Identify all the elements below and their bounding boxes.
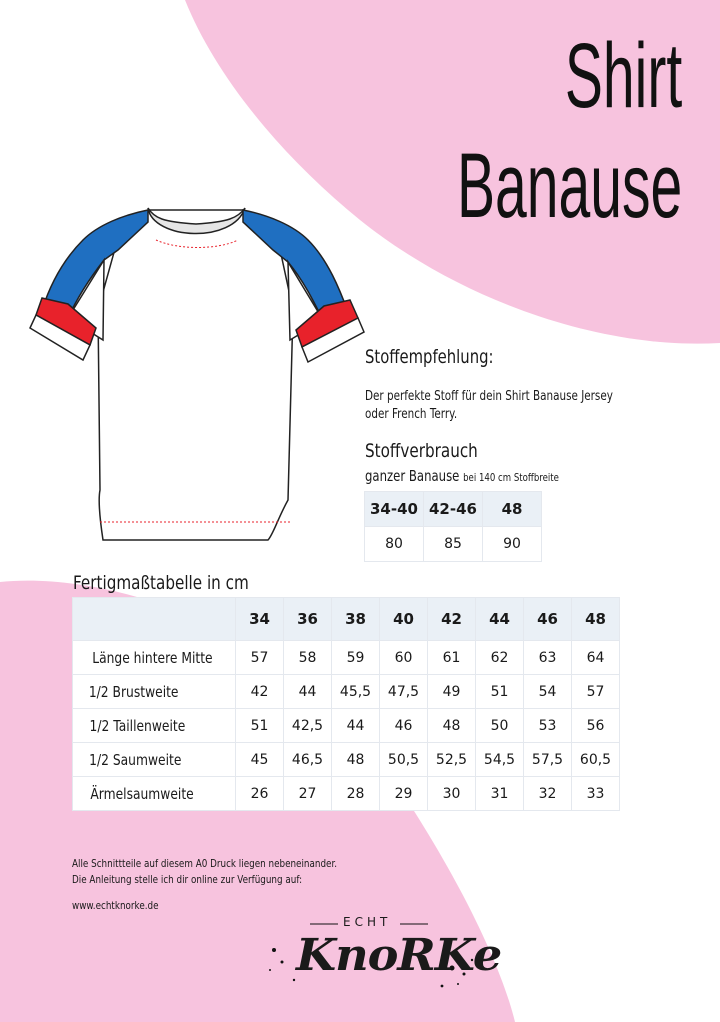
logo-main-text: KnoRKe	[296, 930, 502, 981]
row-label-text: 1/2 Brustweite	[88, 682, 179, 701]
footer-note	[72, 856, 337, 914]
value-cell: 32	[524, 777, 572, 811]
shirt-illustration	[28, 200, 368, 550]
fabric-usage-table	[364, 491, 542, 562]
table-row	[73, 743, 620, 777]
fabric-table-header-row	[365, 492, 542, 527]
value-cell: 60,5	[572, 743, 620, 777]
size-header-cell: 38	[332, 598, 380, 641]
fabric-header-cell: 42-46	[424, 492, 483, 527]
value-cell: 44	[332, 709, 380, 743]
size-header-cell: 46	[524, 598, 572, 641]
row-label-text: Länge hintere Mitte	[92, 648, 213, 667]
value-cell: 54,5	[476, 743, 524, 777]
value-cell: 54	[524, 675, 572, 709]
value-cell: 57,5	[524, 743, 572, 777]
value-cell: 58	[284, 641, 332, 675]
value-cell: 51	[236, 709, 284, 743]
value-cell: 26	[236, 777, 284, 811]
measurement-header-row	[73, 598, 620, 641]
value-cell: 46	[380, 709, 428, 743]
stoffempfehlung-text	[365, 388, 613, 424]
value-cell: 64	[572, 641, 620, 675]
value-cell: 56	[572, 709, 620, 743]
value-cell: 52,5	[428, 743, 476, 777]
stoffempfehlung-text-line-1: Der perfekte Stoff für dein Shirt Banause Jersey	[365, 389, 613, 404]
value-cell: 46,5	[284, 743, 332, 777]
table-row	[73, 641, 620, 675]
measurement-table-title: Fertigmaßtabelle in cm	[73, 572, 249, 594]
stoffempfehlung-text-line-2: oder French Terry.	[365, 407, 458, 422]
fabric-value-cell: 80	[365, 527, 424, 562]
table-row	[73, 709, 620, 743]
row-label-text: 1/2 Saumweite	[89, 750, 182, 769]
value-cell: 27	[284, 777, 332, 811]
fabric-value-cell: 85	[424, 527, 483, 562]
fabric-table-value-row	[365, 527, 542, 562]
fabric-header-cell: 48	[483, 492, 542, 527]
size-header-cell: 34	[236, 598, 284, 641]
fabric-header-cell: 34-40	[365, 492, 424, 527]
table-row	[73, 675, 620, 709]
size-header-cell: 44	[476, 598, 524, 641]
value-cell: 45	[236, 743, 284, 777]
row-label	[73, 675, 236, 709]
value-cell: 42,5	[284, 709, 332, 743]
value-cell: 61	[428, 641, 476, 675]
row-label	[73, 641, 236, 675]
size-header-cell: 40	[380, 598, 428, 641]
value-cell: 63	[524, 641, 572, 675]
footer-line-1: Alle Schnittteile auf diesem A0 Druck liegen nebeneinander.	[72, 857, 338, 870]
value-cell: 48	[428, 709, 476, 743]
size-header-cell: 48	[572, 598, 620, 641]
table-row	[73, 777, 620, 811]
value-cell: 45,5	[332, 675, 380, 709]
row-label	[73, 777, 236, 811]
stoffempfehlung-heading: Stoffempfehlung:	[365, 346, 494, 368]
value-cell: 33	[572, 777, 620, 811]
size-header-cell: 42	[428, 598, 476, 641]
fabric-value-cell: 90	[483, 527, 542, 562]
measurement-table	[72, 597, 620, 811]
value-cell: 28	[332, 777, 380, 811]
stoffverbrauch-heading: Stoffverbrauch	[365, 440, 478, 462]
value-cell: 53	[524, 709, 572, 743]
value-cell: 59	[332, 641, 380, 675]
website-link[interactable]: www.echtknorke.de	[72, 899, 159, 912]
value-cell: 62	[476, 641, 524, 675]
value-cell: 44	[284, 675, 332, 709]
value-cell: 31	[476, 777, 524, 811]
value-cell: 47,5	[380, 675, 428, 709]
value-cell: 50,5	[380, 743, 428, 777]
value-cell: 57	[572, 675, 620, 709]
value-cell: 57	[236, 641, 284, 675]
stoffverbrauch-sub-main: ganzer Banause	[365, 467, 460, 485]
value-cell: 50	[476, 709, 524, 743]
value-cell: 51	[476, 675, 524, 709]
value-cell: 30	[428, 777, 476, 811]
size-header-cell: 36	[284, 598, 332, 641]
stoffverbrauch-sub-small: bei 140 cm Stoffbreite	[463, 471, 559, 484]
value-cell: 49	[428, 675, 476, 709]
value-cell: 60	[380, 641, 428, 675]
title-line-2: Banause	[456, 135, 682, 237]
stoffverbrauch-subheading	[365, 467, 559, 485]
row-label	[73, 743, 236, 777]
title-line-1: Shirt	[564, 25, 682, 127]
row-label-text: 1/2 Taillenweite	[89, 716, 186, 735]
value-cell: 29	[380, 777, 428, 811]
logo-top-text: ECHT	[343, 915, 392, 929]
row-label	[73, 709, 236, 743]
value-cell: 42	[236, 675, 284, 709]
footer-line-2: Die Anleitung stelle ich dir online zur Verfügung auf:	[72, 873, 303, 886]
measurement-header-empty	[73, 598, 236, 641]
value-cell: 48	[332, 743, 380, 777]
row-label-text: Ärmelsaumweite	[90, 784, 194, 803]
